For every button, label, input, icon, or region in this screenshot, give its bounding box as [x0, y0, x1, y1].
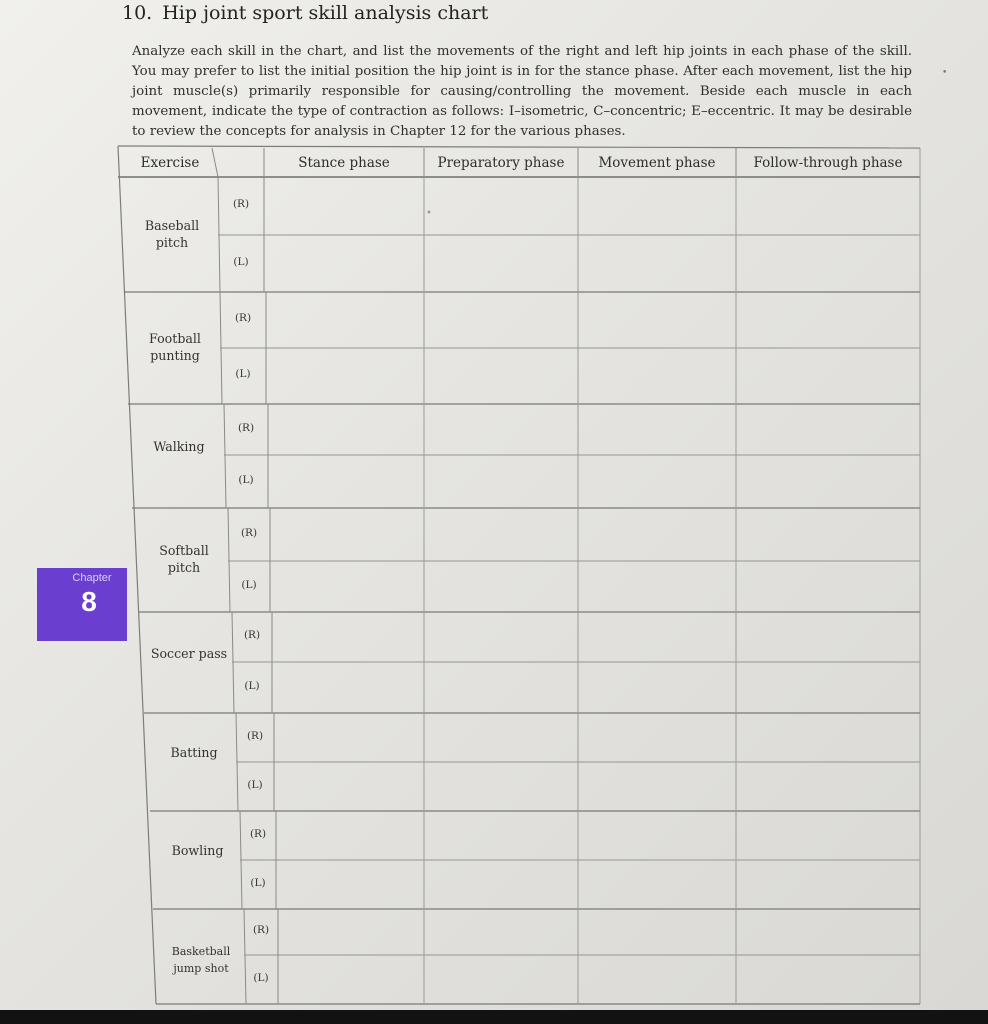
- column-header: Movement phase: [598, 155, 716, 171]
- answer-cell-left[interactable]: [738, 350, 918, 402]
- answer-cell-left[interactable]: [426, 457, 576, 506]
- answer-cell-right[interactable]: [580, 614, 734, 660]
- answer-cell-left[interactable]: [738, 563, 918, 610]
- side-label-left: (L): [253, 971, 269, 984]
- answer-cell-right[interactable]: [278, 813, 422, 858]
- chapter-number: 8: [81, 586, 97, 617]
- answer-cell-right[interactable]: [580, 510, 734, 559]
- answer-cell-right[interactable]: [738, 911, 918, 953]
- exercise-name: Baseball pitch: [144, 217, 200, 250]
- instructions-text: Analyze each skill in the chart, and list the movements of the right and left hip joints in each phase of the skill. You may prefer to list the initial position the hip joint is in for the stance phase. After each movement, list the hip joint muscle(s) primarily responsible for causing/controlling the movement. Beside each muscle in each movement, indicate the type of contraction as follows: I–isometric, C–concentric; E–eccentric. It may be desirable to review the concepts for analysis in Chapter 12 for the various phases.: [132, 44, 912, 139]
- answer-cell-right[interactable]: [266, 179, 422, 233]
- answer-cell-right[interactable]: [738, 510, 918, 559]
- answer-cell-left[interactable]: [274, 664, 422, 711]
- answer-cell-left[interactable]: [738, 862, 918, 907]
- side-label-left: (L): [241, 578, 257, 591]
- answer-cell-left[interactable]: [426, 764, 576, 809]
- side-label-right: (R): [243, 629, 261, 641]
- exercise-name: Batting: [170, 745, 218, 760]
- answer-cell-left[interactable]: [426, 957, 576, 1002]
- column-header: Exercise: [140, 155, 200, 171]
- answer-cell-right[interactable]: [580, 911, 734, 953]
- answer-cell-left[interactable]: [738, 957, 918, 1002]
- answer-cell-right[interactable]: [276, 715, 422, 760]
- answer-cell-left[interactable]: [580, 563, 734, 610]
- answer-cell-right[interactable]: [272, 510, 422, 559]
- answer-cell-left[interactable]: [266, 237, 422, 290]
- answer-cell-left[interactable]: [278, 862, 422, 907]
- answer-cell-right[interactable]: [580, 179, 734, 233]
- answer-cell-right[interactable]: [738, 179, 918, 233]
- answer-cell-left[interactable]: [426, 237, 576, 290]
- answer-cell-right[interactable]: [426, 179, 576, 233]
- answer-cell-right[interactable]: [580, 294, 734, 346]
- chapter-label: Chapter: [72, 572, 112, 584]
- answer-cell-right[interactable]: [426, 406, 576, 453]
- side-label-right: (R): [234, 312, 252, 324]
- answer-cell-left[interactable]: [276, 764, 422, 809]
- bottom-bar: [0, 1010, 988, 1024]
- answer-cell-right[interactable]: [426, 510, 576, 559]
- side-label-right: (R): [246, 729, 264, 742]
- answer-cell-right[interactable]: [738, 813, 918, 858]
- title-number: 10.: [122, 2, 153, 24]
- column-header: Follow-through phase: [753, 155, 903, 171]
- answer-cell-left[interactable]: [272, 563, 422, 610]
- answer-cell-left[interactable]: [268, 350, 422, 402]
- answer-cell-right[interactable]: [426, 715, 576, 760]
- answer-cell-left[interactable]: [580, 350, 734, 402]
- answer-cell-left[interactable]: [580, 764, 734, 809]
- pen-mark: •: [426, 208, 432, 219]
- exercise-name: Walking: [153, 439, 205, 454]
- column-header: Preparatory phase: [437, 155, 565, 171]
- side-label-left: (L): [250, 876, 266, 889]
- grid-line: [224, 404, 226, 508]
- answer-cell-right[interactable]: [738, 406, 918, 453]
- answer-cell-right[interactable]: [738, 294, 918, 346]
- answer-cell-left[interactable]: [426, 664, 576, 711]
- answer-cell-right[interactable]: [580, 715, 734, 760]
- answer-cell-left[interactable]: [426, 862, 576, 907]
- side-label-left: (L): [244, 679, 260, 692]
- title-text: Hip joint sport skill analysis chart: [162, 2, 489, 24]
- answer-cell-right[interactable]: [426, 911, 576, 953]
- side-label-right: (R): [232, 198, 250, 210]
- answer-cell-right[interactable]: [280, 911, 422, 953]
- answer-cell-right[interactable]: [580, 406, 734, 453]
- exercise-name: Soccer pass: [150, 645, 228, 661]
- answer-cell-right[interactable]: [268, 294, 422, 346]
- answer-cell-left[interactable]: [580, 664, 734, 711]
- answer-cell-right[interactable]: [426, 614, 576, 660]
- grid-line: [228, 508, 230, 612]
- answer-cell-right[interactable]: [426, 294, 576, 346]
- answer-cell-left[interactable]: [280, 957, 422, 1002]
- answer-cell-left[interactable]: [426, 563, 576, 610]
- answer-cell-right[interactable]: [426, 813, 576, 858]
- exercise-name: Football punting: [149, 331, 201, 363]
- side-label-right: (R): [252, 924, 270, 936]
- answer-cell-left[interactable]: [580, 237, 734, 290]
- answer-cell-left[interactable]: [426, 350, 576, 402]
- side-label-left: (L): [233, 255, 249, 268]
- answer-cell-left[interactable]: [738, 457, 918, 506]
- side-label-right: (R): [240, 526, 258, 539]
- answer-cell-left[interactable]: [738, 664, 918, 711]
- grid-line: [118, 146, 920, 148]
- answer-cell-right[interactable]: [738, 614, 918, 660]
- answer-cell-left[interactable]: [580, 457, 734, 506]
- stray-mark: •: [942, 68, 948, 78]
- answer-cell-left[interactable]: [738, 764, 918, 809]
- exercise-name: Basketball jump shot: [171, 944, 231, 975]
- answer-cell-left[interactable]: [270, 457, 422, 506]
- answer-cell-left[interactable]: [580, 957, 734, 1002]
- column-header: Stance phase: [298, 155, 390, 171]
- answer-cell-right[interactable]: [274, 614, 422, 660]
- answer-cell-left[interactable]: [738, 237, 918, 290]
- side-label-left: (L): [235, 368, 251, 380]
- answer-cell-right[interactable]: [580, 813, 734, 858]
- grid-line: [212, 148, 218, 177]
- exercise-name: Bowling: [171, 843, 224, 858]
- exercise-name: Softball pitch: [159, 543, 209, 575]
- side-label-left: (L): [238, 473, 254, 486]
- answer-cell-right[interactable]: [270, 406, 422, 453]
- side-label-left: (L): [247, 778, 263, 791]
- side-label-right: (R): [237, 421, 255, 434]
- answer-cell-right[interactable]: [738, 715, 918, 760]
- answer-cell-left[interactable]: [580, 862, 734, 907]
- side-label-right: (R): [249, 827, 267, 840]
